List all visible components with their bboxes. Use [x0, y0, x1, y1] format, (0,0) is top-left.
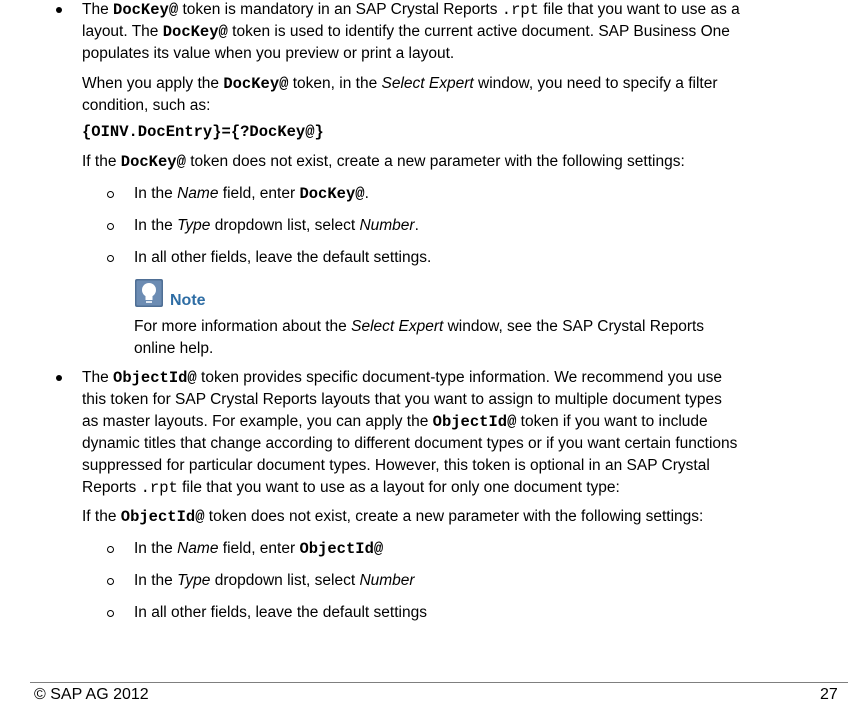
text: In the [134, 185, 178, 202]
note-line: online help. [134, 340, 214, 357]
sub-bullet-marker [107, 546, 114, 553]
text: layout. The [82, 23, 163, 40]
list-item [134, 215, 419, 237]
text: token does not exist, create a new parameter with the following settings: [185, 153, 685, 170]
file-extension: .rpt [501, 1, 539, 19]
bullet-marker [56, 7, 62, 13]
text: window, you need to specify a filter [473, 75, 718, 92]
footer-rule [30, 682, 848, 683]
sub-bullet-marker [107, 191, 114, 198]
text: token, in the [288, 75, 382, 92]
paragraph-line: populates its value when you preview or print a layout. [82, 45, 455, 62]
list-item [134, 570, 415, 592]
paragraph-line [82, 506, 703, 528]
text: dropdown list, select [210, 572, 360, 589]
text: Reports [82, 479, 141, 496]
token: ObjectId@ [113, 369, 197, 387]
text: file that you want to use as a [539, 1, 740, 18]
paragraph-line [82, 411, 708, 433]
text: . [414, 217, 419, 234]
text: field, enter [218, 185, 300, 202]
paragraph-line [82, 21, 730, 43]
text: token is used to identify the current active document. SAP Business One [227, 23, 730, 40]
paragraph-line: suppressed for particular document types. However, this token is optional in an SAP Crystal [82, 457, 710, 474]
list-item [134, 602, 427, 624]
emphasis: Select Expert [381, 75, 474, 92]
list-item [134, 183, 369, 205]
token: DocKey@ [120, 153, 186, 171]
sub-bullet-marker [107, 610, 114, 617]
paragraph-line [82, 73, 718, 95]
text: dropdown list, select [210, 217, 360, 234]
emphasis: Name [177, 185, 219, 202]
text: In all other fields, leave the default settings. [134, 249, 432, 266]
text: The [82, 1, 114, 18]
text: In the [134, 540, 178, 557]
paragraph-line [82, 367, 722, 389]
text: file that you want to use as a layout for only one document type: [177, 479, 620, 496]
emphasis: Number [359, 217, 415, 234]
list-item [134, 247, 431, 269]
token: DocKey@ [299, 185, 365, 203]
formula-code: {OINV.DocEntry}={?DocKey@} [82, 123, 324, 141]
sub-bullet-marker [107, 578, 114, 585]
token: DocKey@ [223, 75, 289, 93]
text: For more information about the [134, 318, 352, 335]
text: In all other fields, leave the default settings [134, 604, 427, 621]
text: In the [134, 217, 178, 234]
emphasis: Number [359, 572, 415, 589]
token: DocKey@ [113, 1, 179, 19]
text: . [364, 185, 369, 202]
emphasis: Type [177, 572, 211, 589]
bullet-marker [56, 375, 62, 381]
paragraph-line [82, 0, 740, 21]
token: ObjectId@ [299, 540, 384, 558]
emphasis: Select Expert [351, 318, 444, 335]
token: ObjectId@ [120, 508, 205, 526]
text: In the [134, 572, 178, 589]
text: When you apply the [82, 75, 224, 92]
sub-bullet-marker [107, 255, 114, 262]
text: window, see the SAP Crystal Reports [443, 318, 705, 335]
lightbulb-icon [135, 279, 163, 307]
paragraph-line: dynamic titles that change according to different document types or if you want certain functions [82, 435, 738, 452]
text: token does not exist, create a new parameter with the following settings: [204, 508, 704, 525]
text: token if you want to include [516, 413, 708, 430]
paragraph-line [82, 151, 685, 173]
emphasis: Type [177, 217, 211, 234]
paragraph-line: condition, such as: [82, 97, 211, 114]
text: field, enter [218, 540, 300, 557]
paragraph-line [82, 477, 620, 499]
text: as master layouts. For example, you can apply the [82, 413, 433, 430]
note-label: Note [170, 292, 206, 309]
emphasis: Name [177, 540, 219, 557]
copyright: © SAP AG 2012 [34, 686, 149, 703]
file-extension: .rpt [140, 479, 178, 497]
text: If the [82, 508, 121, 525]
token: DocKey@ [162, 23, 228, 41]
token: ObjectId@ [432, 413, 517, 431]
paragraph-line: this token for SAP Crystal Reports layouts that you want to assign to multiple document types [82, 391, 722, 408]
text: token is mandatory in an SAP Crystal Reports [178, 1, 502, 18]
note-line [134, 316, 704, 338]
text: If the [82, 153, 121, 170]
list-item [134, 538, 383, 560]
text: The [82, 369, 114, 386]
sub-bullet-marker [107, 223, 114, 230]
text: token provides specific document-type information. We recommend you use [196, 369, 722, 386]
page-number: 27 [820, 686, 838, 703]
